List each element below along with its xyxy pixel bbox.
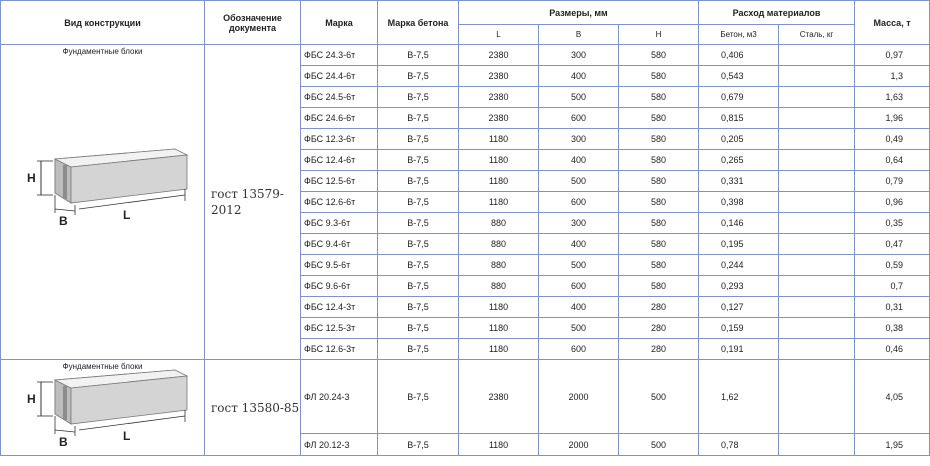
- size-h-cell: 280: [619, 297, 699, 318]
- mark-cell: ФЛ 20.12-3: [301, 434, 378, 456]
- header-concrete-grade: Марка бетона: [378, 1, 459, 45]
- header-doc: Обозначение документа: [205, 1, 301, 45]
- block-diagram-icon: [19, 366, 189, 456]
- size-l-cell: 880: [459, 276, 539, 297]
- header-sizes: Размеры, мм: [459, 1, 699, 25]
- concrete-volume-cell: 0,815: [699, 108, 779, 129]
- header-size-h: H: [619, 25, 699, 45]
- mass-cell: 1,3: [855, 66, 930, 87]
- size-b-cell: 500: [539, 171, 619, 192]
- size-h-cell: 580: [619, 213, 699, 234]
- size-b-cell: 500: [539, 87, 619, 108]
- mass-cell: 4,05: [855, 360, 930, 434]
- steel-cell: [779, 150, 855, 171]
- size-l-cell: 2380: [459, 108, 539, 129]
- mass-cell: 0,38: [855, 318, 930, 339]
- concrete-volume-cell: 0,195: [699, 234, 779, 255]
- concrete-grade-cell: B-7,5: [378, 213, 459, 234]
- concrete-grade-cell: B-7,5: [378, 339, 459, 360]
- mark-cell: ФБС 12.3-6т: [301, 129, 378, 150]
- mark-cell: ФБС 12.5-3т: [301, 318, 378, 339]
- mark-cell: ФБС 12.4-3т: [301, 297, 378, 318]
- size-l-cell: 2380: [459, 360, 539, 434]
- steel-cell: [779, 129, 855, 150]
- mark-cell: ФБС 9.4-6т: [301, 234, 378, 255]
- steel-cell: [779, 171, 855, 192]
- steel-cell: [779, 276, 855, 297]
- steel-cell: [779, 108, 855, 129]
- steel-cell: [779, 339, 855, 360]
- mass-cell: 0,97: [855, 45, 930, 66]
- size-b-cell: 600: [539, 108, 619, 129]
- mass-cell: 1,63: [855, 87, 930, 108]
- mass-cell: 0,59: [855, 255, 930, 276]
- size-h-cell: 500: [619, 360, 699, 434]
- header-mass: Масса, т: [855, 1, 930, 45]
- mass-cell: 0,49: [855, 129, 930, 150]
- steel-cell: [779, 192, 855, 213]
- concrete-grade-cell: B-7,5: [378, 150, 459, 171]
- concrete-volume-cell: 0,679: [699, 87, 779, 108]
- table-row: [1, 45, 930, 66]
- steel-cell: [779, 434, 855, 456]
- concrete-volume-cell: 0,293: [699, 276, 779, 297]
- concrete-grade-cell: B-7,5: [378, 234, 459, 255]
- concrete-volume-cell: 0,398: [699, 192, 779, 213]
- svg-text:L: L: [123, 208, 131, 222]
- concrete-grade-cell: B-7,5: [378, 66, 459, 87]
- size-h-cell: 280: [619, 318, 699, 339]
- size-b-cell: 400: [539, 297, 619, 318]
- mark-cell: ФБС 9.3-6т: [301, 213, 378, 234]
- concrete-volume-cell: 0,205: [699, 129, 779, 150]
- size-l-cell: 2380: [459, 45, 539, 66]
- concrete-volume-cell: 0,244: [699, 255, 779, 276]
- mass-cell: 1,96: [855, 108, 930, 129]
- mark-cell: ФБС 9.5-6т: [301, 255, 378, 276]
- concrete-grade-cell: B-7,5: [378, 318, 459, 339]
- size-h-cell: 580: [619, 234, 699, 255]
- size-l-cell: 2380: [459, 66, 539, 87]
- steel-cell: [779, 255, 855, 276]
- size-h-cell: 580: [619, 276, 699, 297]
- steel-cell: [779, 213, 855, 234]
- header-kind: Вид конструкции: [1, 1, 205, 45]
- mark-cell: ФБС 24.3-6т: [301, 45, 378, 66]
- header-size-b: B: [539, 25, 619, 45]
- size-b-cell: 2000: [539, 360, 619, 434]
- mark-cell: ФБС 12.6-6т: [301, 192, 378, 213]
- mass-cell: 0,96: [855, 192, 930, 213]
- concrete-volume-cell: 0,406: [699, 45, 779, 66]
- header-concrete-m3: Бетон, м3: [699, 25, 779, 45]
- header-mark: Марка: [301, 1, 378, 45]
- size-h-cell: 280: [619, 339, 699, 360]
- concrete-grade-cell: B-7,5: [378, 171, 459, 192]
- concrete-grade-cell: B-7,5: [378, 360, 459, 434]
- mark-cell: ФБС 12.6-3т: [301, 339, 378, 360]
- mark-cell: ФБС 12.5-6т: [301, 171, 378, 192]
- header-steel-kg: Сталь, кг: [779, 25, 855, 45]
- steel-cell: [779, 318, 855, 339]
- mark-cell: ФБС 24.6-6т: [301, 108, 378, 129]
- steel-cell: [779, 297, 855, 318]
- concrete-volume-cell: 0,543: [699, 66, 779, 87]
- mass-cell: 0,47: [855, 234, 930, 255]
- construction-kind-label: Фундаментные блоки: [62, 47, 143, 56]
- size-h-cell: 580: [619, 150, 699, 171]
- header-size-l: L: [459, 25, 539, 45]
- svg-text:B: B: [59, 435, 68, 449]
- size-b-cell: 600: [539, 339, 619, 360]
- size-b-cell: 300: [539, 45, 619, 66]
- concrete-grade-cell: B-7,5: [378, 192, 459, 213]
- size-l-cell: 880: [459, 234, 539, 255]
- document-cell: гост 13580-85: [205, 360, 301, 456]
- steel-cell: [779, 66, 855, 87]
- mass-cell: 0,79: [855, 171, 930, 192]
- size-b-cell: 500: [539, 318, 619, 339]
- mass-cell: 0,64: [855, 150, 930, 171]
- svg-text:H: H: [27, 392, 36, 406]
- size-l-cell: 1180: [459, 339, 539, 360]
- table-row: [1, 360, 930, 434]
- size-h-cell: 580: [619, 171, 699, 192]
- concrete-grade-cell: B-7,5: [378, 87, 459, 108]
- size-h-cell: 500: [619, 434, 699, 456]
- concrete-volume-cell: 0,191: [699, 339, 779, 360]
- steel-cell: [779, 360, 855, 434]
- size-l-cell: 1180: [459, 192, 539, 213]
- steel-cell: [779, 45, 855, 66]
- size-l-cell: 880: [459, 255, 539, 276]
- size-l-cell: 1180: [459, 434, 539, 456]
- block-diagram-icon: [19, 145, 189, 235]
- mass-cell: 1,95: [855, 434, 930, 456]
- size-b-cell: 600: [539, 276, 619, 297]
- concrete-grade-cell: B-7,5: [378, 108, 459, 129]
- concrete-volume-cell: 1,62: [699, 360, 779, 434]
- mass-cell: 0,46: [855, 339, 930, 360]
- mark-cell: ФЛ 20.24-3: [301, 360, 378, 434]
- concrete-volume-cell: 0,78: [699, 434, 779, 456]
- svg-text:L: L: [123, 429, 131, 443]
- steel-cell: [779, 87, 855, 108]
- size-l-cell: 1180: [459, 129, 539, 150]
- construction-kind-cell: [1, 360, 205, 456]
- mark-cell: ФБС 9.6-6т: [301, 276, 378, 297]
- mark-cell: ФБС 12.4-6т: [301, 150, 378, 171]
- concrete-grade-cell: B-7,5: [378, 129, 459, 150]
- size-l-cell: 880: [459, 213, 539, 234]
- concrete-volume-cell: 0,331: [699, 171, 779, 192]
- size-h-cell: 580: [619, 45, 699, 66]
- mass-cell: 0,31: [855, 297, 930, 318]
- size-h-cell: 580: [619, 108, 699, 129]
- construction-kind-cell: [1, 45, 205, 360]
- mass-cell: 0,7: [855, 276, 930, 297]
- size-l-cell: 1180: [459, 171, 539, 192]
- size-b-cell: 500: [539, 255, 619, 276]
- concrete-grade-cell: B-7,5: [378, 434, 459, 456]
- size-b-cell: 400: [539, 66, 619, 87]
- size-b-cell: 400: [539, 150, 619, 171]
- svg-text:B: B: [59, 214, 68, 228]
- concrete-volume-cell: 0,159: [699, 318, 779, 339]
- size-b-cell: 400: [539, 234, 619, 255]
- concrete-grade-cell: B-7,5: [378, 255, 459, 276]
- concrete-volume-cell: 0,127: [699, 297, 779, 318]
- svg-text:H: H: [27, 171, 36, 185]
- construction-kind-label: Фундаментные блоки: [62, 362, 143, 371]
- size-b-cell: 600: [539, 192, 619, 213]
- size-l-cell: 2380: [459, 87, 539, 108]
- concrete-grade-cell: B-7,5: [378, 45, 459, 66]
- header-materials: Расход материалов: [699, 1, 855, 25]
- size-b-cell: 300: [539, 213, 619, 234]
- size-h-cell: 580: [619, 87, 699, 108]
- mark-cell: ФБС 24.5-6т: [301, 87, 378, 108]
- size-h-cell: 580: [619, 129, 699, 150]
- size-l-cell: 1180: [459, 150, 539, 171]
- size-l-cell: 1180: [459, 318, 539, 339]
- size-h-cell: 580: [619, 66, 699, 87]
- size-l-cell: 1180: [459, 297, 539, 318]
- concrete-grade-cell: B-7,5: [378, 276, 459, 297]
- concrete-volume-cell: 0,146: [699, 213, 779, 234]
- mass-cell: 0,35: [855, 213, 930, 234]
- concrete-volume-cell: 0,265: [699, 150, 779, 171]
- mark-cell: ФБС 24.4-6т: [301, 66, 378, 87]
- document-cell: гост 13579-2012: [205, 45, 301, 360]
- size-b-cell: 2000: [539, 434, 619, 456]
- size-h-cell: 580: [619, 192, 699, 213]
- concrete-grade-cell: B-7,5: [378, 297, 459, 318]
- steel-cell: [779, 234, 855, 255]
- size-h-cell: 580: [619, 255, 699, 276]
- size-b-cell: 300: [539, 129, 619, 150]
